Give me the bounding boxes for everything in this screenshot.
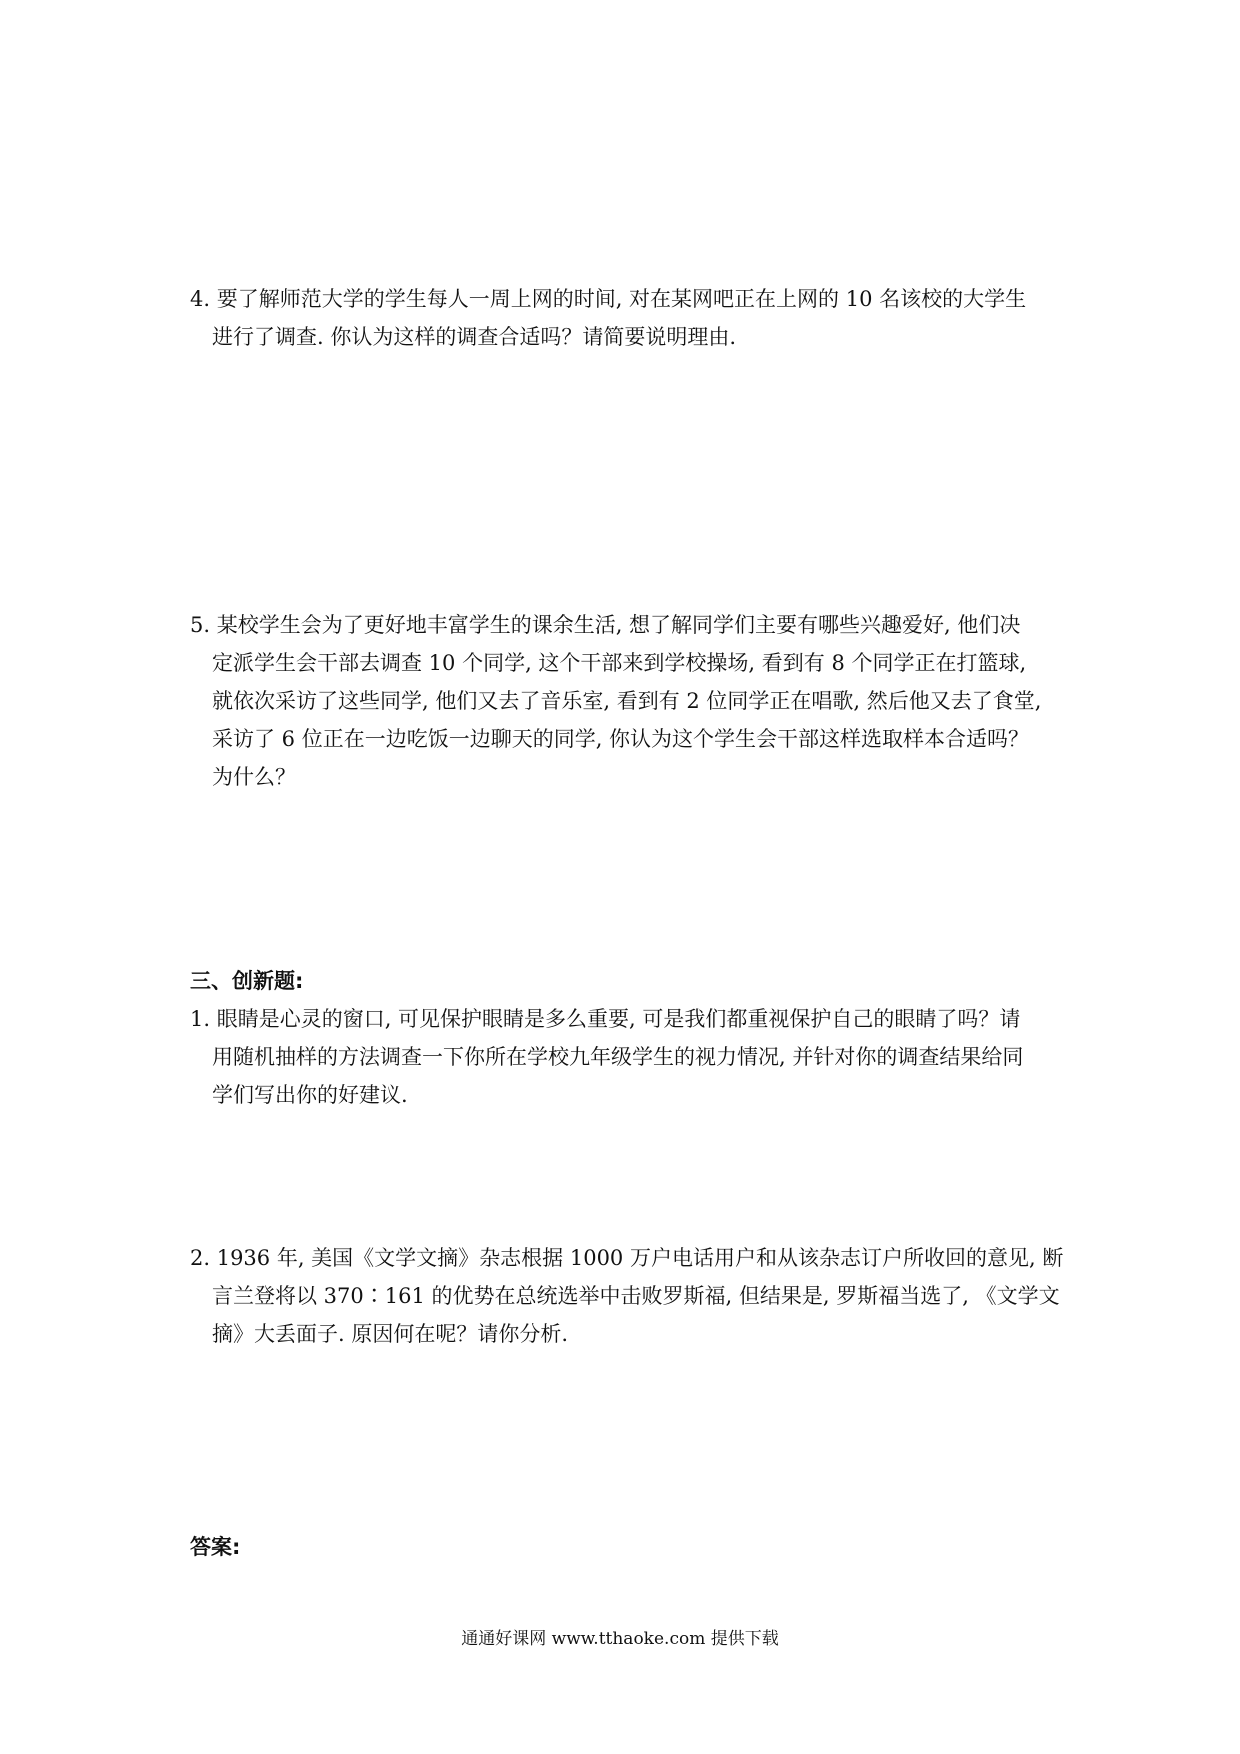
answers-section (190, 1528, 1070, 1566)
creative-question-2-line-3: 摘》大丢面子. 原因何在呢？请你分析. (212, 1322, 569, 1346)
question-4-line-1: 4. 要了解师范大学的学生每人一周上网的时间, 对在某网吧正在上网的 10 名该校的大学生 (190, 287, 1027, 311)
footer-credit: 通通好课网 www.tthaoke.com 提供下载 (461, 1629, 779, 1649)
question-4 (190, 280, 1070, 356)
creative-question-2-line-2: 言兰登将以 370∶161 的优势在总统选举中击败罗斯福, 但结果是, 罗斯福当选了, 《文学文 (212, 1284, 1060, 1308)
creative-question-1-line-2: 用随机抽样的方法调查一下你所在学校九年级学生的视力情况, 并针对你的调查结果给同 (212, 1045, 1024, 1069)
section-3-heading: 三、创新题: (190, 969, 304, 993)
creative-question-2 (190, 1239, 1070, 1353)
section-3 (190, 962, 1070, 1000)
question-5-line-5: 为什么？ (212, 765, 296, 789)
question-4-line-2: 进行了调查. 你认为这样的调查合适吗？请简要说明理由. (212, 325, 737, 349)
creative-question-1-line-3: 学们写出你的好建议. (212, 1083, 408, 1107)
question-5-line-1: 5. 某校学生会为了更好地丰富学生的课余生活, 想了解同学们主要有哪些兴趣爱好, 他们决 (190, 613, 1021, 637)
answers-heading: 答案: (190, 1535, 241, 1559)
question-5-line-2: 定派学生会干部去调查 10 个同学, 这个干部来到学校操场, 看到有 8 个同学正在打篮球, (212, 651, 1027, 675)
question-5-line-4: 采访了 6 位正在一边吃饭一边聊天的同学, 你认为这个学生会干部这样选取样本合适吗？ (212, 727, 1030, 751)
creative-question-1-line-1: 1. 眼睛是心灵的窗口, 可见保护眼睛是多么重要, 可是我们都重视保护自己的眼睛了吗？请 (190, 1007, 1021, 1031)
creative-question-1 (190, 1000, 1070, 1114)
creative-question-2-line-1: 2. 1936 年, 美国《文学文摘》杂志根据 1000 万户电话用户和从该杂志订户所收回的意见, 断 (190, 1246, 1064, 1270)
question-5-line-3: 就依次采访了这些同学, 他们又去了音乐室, 看到有 2 位同学正在唱歌, 然后他又去了食堂, (212, 689, 1042, 713)
question-5 (190, 606, 1070, 796)
